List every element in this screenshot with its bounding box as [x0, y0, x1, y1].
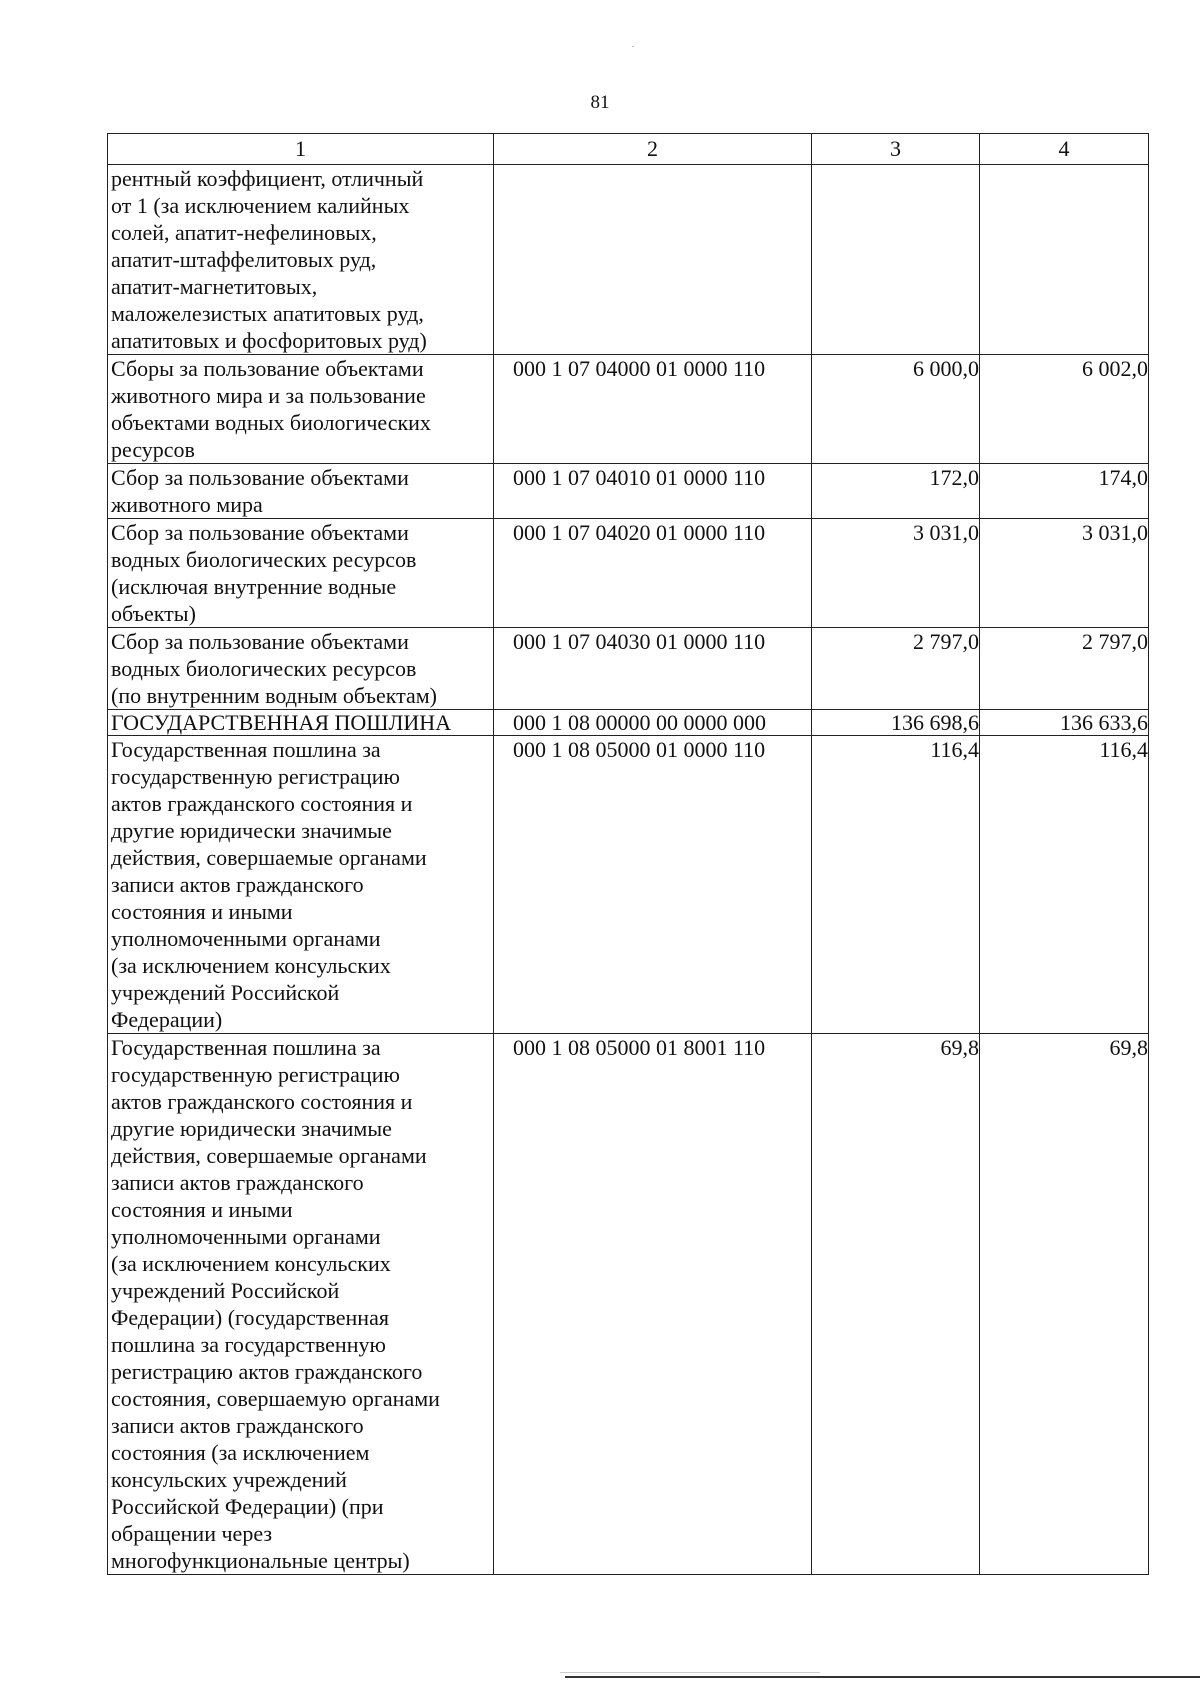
row-value-3: 172,0 [812, 464, 980, 519]
row-value-4: 2 797,0 [980, 628, 1149, 710]
table-row [108, 519, 1149, 628]
row-value-3: 2 797,0 [812, 628, 980, 710]
table-row [108, 1034, 1149, 1575]
row-value-4 [980, 165, 1149, 355]
row-value-3: 6 000,0 [812, 355, 980, 464]
row-code: 000 1 07 04020 01 0000 110 [494, 519, 812, 628]
table-row [108, 710, 1149, 736]
row-value-4: 116,4 [980, 736, 1149, 1034]
row-code [494, 165, 812, 355]
row-value-4: 174,0 [980, 464, 1149, 519]
row-value-4: 3 031,0 [980, 519, 1149, 628]
footer-divider [565, 1676, 1200, 1678]
table-header-row [108, 134, 1149, 165]
row-value-4: 69,8 [980, 1034, 1149, 1575]
row-code: 000 1 07 04000 01 0000 110 [494, 355, 812, 464]
column-header-4: 4 [980, 134, 1149, 165]
row-value-3: 116,4 [812, 736, 980, 1034]
revenue-table [107, 133, 1149, 1575]
row-value-4: 136 633,6 [980, 710, 1149, 736]
row-name: Сбор за пользование объектами животного мира [108, 464, 494, 519]
row-code: 000 1 08 05000 01 0000 110 [494, 736, 812, 1034]
column-header-3: 3 [812, 134, 980, 165]
row-code: 000 1 08 00000 00 0000 000 [494, 710, 812, 736]
table-row [108, 464, 1149, 519]
row-value-3: 69,8 [812, 1034, 980, 1575]
row-name: ГОСУДАРСТВЕННАЯ ПОШЛИНА [108, 710, 494, 736]
row-name: Государственная пошлина за государственную регистрацию актов гражданского состояния и другие юридически значимые действия, совершаемые органами записи актов гражданского состояния и иными уполномоченными органами (за исключением консульских учреждений Российской Федерации) [108, 736, 494, 1034]
row-name: Государственная пошлина за государственную регистрацию актов гражданского состояния и другие юридически значимые действия, совершаемые органами записи актов гражданского состояния и иными уполномоченными органами (за исключением консульских учреждений Российской Федерации) (государственная пошлина за государственную регистрацию актов гражданского состояния, совершаемую органами записи актов гражданского состояния (за исключением консульских учреждений Российской Федерации) (при обращении через многофункциональные центры) [108, 1034, 494, 1575]
row-code: 000 1 08 05000 01 8001 110 [494, 1034, 812, 1575]
row-name: Сбор за пользование объектами водных биологических ресурсов (по внутренним водным объектам) [108, 628, 494, 710]
row-value-3: 136 698,6 [812, 710, 980, 736]
footer-divider-faint [560, 1672, 820, 1673]
row-value-4: 6 002,0 [980, 355, 1149, 464]
row-value-3: 3 031,0 [812, 519, 980, 628]
table-row [108, 736, 1149, 1034]
table-row [108, 628, 1149, 710]
row-name: Сборы за пользование объектами животного мира и за пользование объектами водных биологических ресурсов [108, 355, 494, 464]
table-row [108, 355, 1149, 464]
column-header-2: 2 [494, 134, 812, 165]
row-value-3 [812, 165, 980, 355]
scan-speck [632, 46, 634, 47]
row-name: рентный коэффициент, отличный от 1 (за исключением калийных солей, апатит-нефелиновых, апатит-штаффелитовых руд, апатит-магнетитовых, маложелезистых апатитовых руд, апатитовых и фосфоритовых руд) [108, 165, 494, 355]
column-header-1: 1 [108, 134, 494, 165]
row-name: Сбор за пользование объектами водных биологических ресурсов (исключая внутренние водные объекты) [108, 519, 494, 628]
row-code: 000 1 07 04010 01 0000 110 [494, 464, 812, 519]
page-number: 81 [590, 92, 610, 113]
table-row [108, 165, 1149, 355]
row-code: 000 1 07 04030 01 0000 110 [494, 628, 812, 710]
